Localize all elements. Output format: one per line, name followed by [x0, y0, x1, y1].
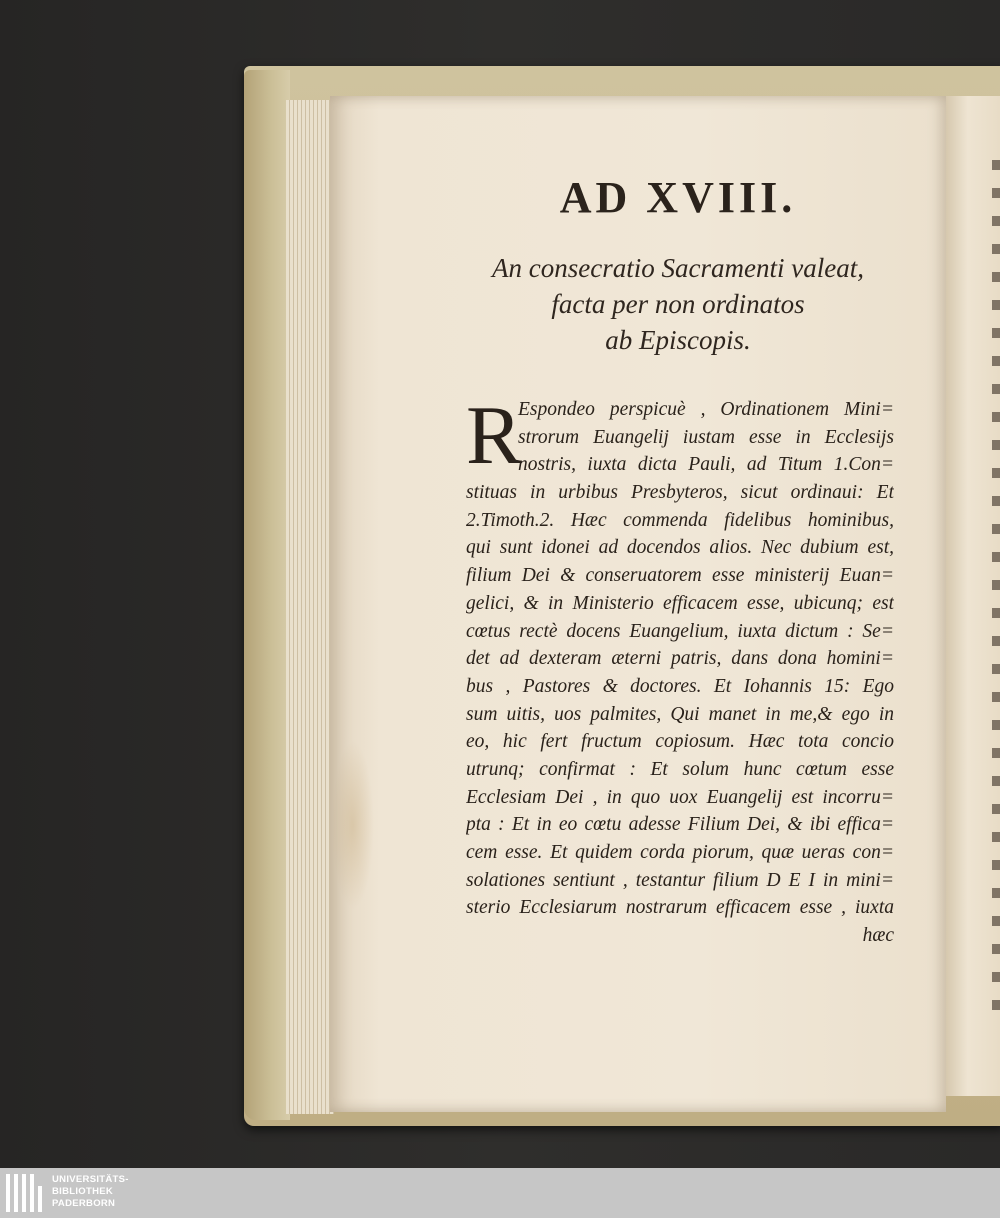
library-logo-icon — [6, 1174, 46, 1212]
body-line: 2.Timoth.2. Hæc commenda fidelibus hominibus, — [466, 509, 894, 531]
body-line: eo, hic fert fructum copiosum. Hæc tota concio — [466, 731, 894, 753]
body-text — [466, 389, 894, 950]
subtitle-line: ab Episcopis. — [605, 325, 751, 355]
facing-page-text-fragments — [992, 160, 1000, 1020]
body-line: stituas in urbibus Presbyteros, sicut ordinaui: Et — [466, 482, 894, 504]
page-stain — [332, 740, 374, 910]
logo-line: UNIVERSITÄTS- — [52, 1174, 129, 1185]
body-line: pta : Et in eo cœtu adesse Filium Dei, & ibi effica= — [466, 814, 894, 836]
body-line: sterio Ecclesiarum nostrarum efficacem esse , iuxta — [466, 897, 894, 919]
body-line: bus , Pastores & doctores. Et Iohannis 15: Ego — [466, 675, 894, 697]
body-line: gelici, & in Ministerio efficacem esse, ubicunq; est — [466, 592, 894, 614]
body-line: strorum Euangelij iustam esse in Ecclesijs — [518, 426, 894, 448]
book-spine — [244, 70, 290, 1120]
body-line: filium Dei & conseruatorem esse ministerij Euan= — [466, 565, 894, 587]
drop-cap: R — [466, 389, 523, 482]
page-edges — [286, 100, 334, 1114]
page-subtitle — [440, 250, 916, 358]
body-line: det ad dexteram æterni patris, dans dona homini= — [466, 648, 894, 670]
body-line: nostris, iuxta dicta Pauli, ad Titum 1.Con= — [518, 454, 894, 476]
body-line: sum uitis, uos palmites, Qui manet in me,& ego in — [466, 703, 894, 725]
library-footer — [0, 1168, 1000, 1218]
catchword: hæc — [862, 925, 894, 947]
body-line: utrunq; confirmat : Et solum hunc cœtum esse — [466, 758, 894, 780]
logo-line: PADERBORN — [52, 1198, 116, 1209]
body-line: cem esse. Et quidem corda piorum, quæ ueras con= — [466, 842, 894, 863]
body-line: Espondeo perspicuè , Ordinationem Mini= — [518, 399, 894, 420]
library-logo-text — [52, 1174, 129, 1210]
body-line: qui sunt idonei ad docendos alios. Nec dubium est, — [466, 537, 894, 559]
body-line: Ecclesiam Dei , in quo uox Euangelij est incorru= — [466, 786, 894, 808]
page-heading: AD XVIII. — [559, 173, 797, 222]
body-line: cœtus rectè docens Euangelium, iuxta dictum : Se= — [466, 620, 894, 642]
body-line: solationes sentiunt , testantur filium D E I in mini= — [466, 869, 894, 891]
subtitle-line: facta per non ordinatos — [551, 289, 805, 319]
subtitle-line: An consecratio Sacramenti valeat, — [492, 253, 864, 283]
logo-line: BIBLIOTHEK — [52, 1186, 114, 1197]
